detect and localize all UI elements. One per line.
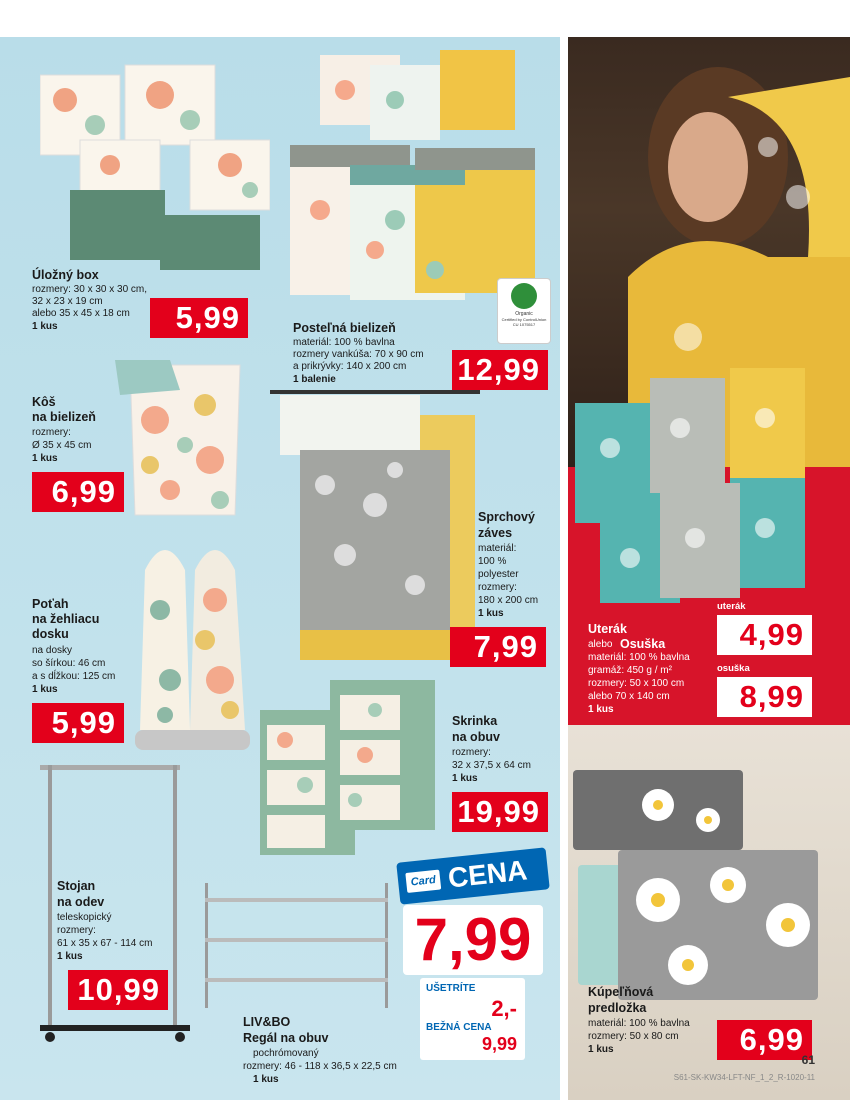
- bedding-line-3: a prikrývky: 140 x 200 cm: [293, 361, 407, 372]
- bathmat-line-2: rozmery: 50 x 80 cm: [588, 1031, 679, 1042]
- shoeshelf-title: Regál na obuv: [243, 1031, 329, 1045]
- gots-line-2: Certified by ControlUnion: [501, 317, 547, 322]
- curtain-line-2: 100 %: [478, 556, 507, 567]
- basket-price: 6,99: [32, 472, 124, 512]
- bedding-image: [285, 50, 545, 300]
- basket-line-3: 1 kus: [32, 453, 58, 464]
- towel-title-2: Osuška: [620, 637, 666, 651]
- curtain-price: 7,99: [450, 627, 546, 667]
- cabinet-title-1: Skrinka: [452, 714, 498, 728]
- shoeshelf-line-3: 1 kus: [253, 1074, 279, 1085]
- shower-curtain-image: [265, 385, 480, 665]
- box-line-2: 32 x 23 x 19 cm: [32, 296, 103, 307]
- bedding-title: Posteľná bielizeň: [293, 321, 396, 335]
- towel-line-4: alebo 70 x 140 cm: [588, 691, 670, 702]
- rack-line-3: 61 x 35 x 67 - 114 cm: [57, 938, 153, 949]
- bathmat-line-1: materiál: 100 % bavlna: [588, 1018, 690, 1029]
- cena-label: CENA: [446, 854, 529, 894]
- basket-title-2: na bielizeň: [32, 410, 96, 424]
- ironing-title-2: na žehliacu: [32, 612, 100, 626]
- basket-line-2: Ø 35 x 45 cm: [32, 440, 92, 451]
- curtain-line-4: rozmery:: [478, 582, 517, 593]
- towel-line-3: rozmery: 50 x 100 cm: [588, 678, 685, 689]
- shoeshelf-line-1: pochrómovaný: [253, 1048, 319, 1059]
- bathmat-price: 6,99: [717, 1020, 812, 1060]
- cabinet-price: 19,99: [452, 792, 548, 832]
- ironing-title-3: dosku: [32, 627, 69, 641]
- towel-price-1: 4,99: [717, 615, 812, 655]
- box-line-3: alebo 35 x 45 x 18 cm: [32, 308, 130, 319]
- towel-label-1: uterák: [717, 601, 746, 612]
- curtain-line-6: 1 kus: [478, 608, 504, 619]
- box-price: 5,99: [150, 298, 248, 338]
- card-label: Card: [405, 870, 441, 893]
- cabinet-line-3: 1 kus: [452, 773, 478, 784]
- box-title: Úložný box: [32, 268, 99, 282]
- bedding-line-4: 1 balenie: [293, 374, 336, 385]
- box-line-4: 1 kus: [32, 321, 58, 332]
- cabinet-line-2: 32 x 37,5 x 64 cm: [452, 760, 531, 771]
- bedding-line-1: materiál: 100 % bavlna: [293, 337, 395, 348]
- rack-line-4: 1 kus: [57, 951, 83, 962]
- ironing-board-cover-image: [130, 530, 255, 755]
- shoe-cabinet-image: [255, 680, 440, 860]
- save-value: 2,-: [491, 996, 517, 1021]
- rack-title-1: Stojan: [57, 879, 96, 893]
- rack-title-2: na odev: [57, 895, 105, 909]
- ironing-price: 5,99: [32, 703, 124, 743]
- leaf-icon: [511, 283, 537, 309]
- shoeshelf-brand: LIV&BO: [243, 1015, 291, 1029]
- towel-line-2: gramáž: 450 g / m²: [588, 665, 672, 676]
- storage-box-image: [40, 55, 270, 270]
- box-line-1: rozmery: 30 x 30 x 30 cm,: [32, 284, 148, 295]
- towel-price-2: 8,99: [717, 677, 812, 717]
- ironing-line-4: 1 kus: [32, 684, 58, 695]
- curtain-line-3: polyester: [478, 569, 519, 580]
- bathmat-title-1: Kúpeľňová: [588, 985, 654, 999]
- towel-label-2: osuška: [717, 663, 750, 674]
- card-savings-box: [420, 978, 525, 1060]
- curtain-line-5: 180 x 200 cm: [478, 595, 539, 606]
- towels-image: [570, 368, 810, 608]
- basket-title-1: Kôš: [32, 395, 56, 409]
- gots-line-1: Organic: [515, 311, 533, 317]
- towel-line-1: materiál: 100 % bavlna: [588, 652, 690, 663]
- cabinet-line-1: rozmery:: [452, 747, 491, 758]
- towel-line-5: 1 kus: [588, 704, 614, 715]
- footer-code: S61-SK-KW34-LFT-NF_1_2_R-1020-11: [673, 1073, 815, 1082]
- cabinet-title-2: na obuv: [452, 730, 500, 744]
- card-price-value: 7,99: [403, 905, 543, 975]
- curtain-title-2: záves: [478, 526, 513, 540]
- ironing-line-2: so šírkou: 46 cm: [32, 658, 106, 669]
- bedding-line-2: rozmery vankúša: 70 x 90 cm: [293, 349, 424, 360]
- ironing-line-1: na dosky: [32, 645, 73, 656]
- ironing-title-1: Poťah: [32, 597, 69, 611]
- gots-badge: [497, 278, 551, 344]
- shoeshelf-line-2: rozmery: 46 - 118 x 36,5 x 22,5 cm: [243, 1061, 397, 1072]
- bedding-price: 12,99: [452, 350, 548, 390]
- save-label: UŠETRÍTE: [426, 983, 476, 994]
- gots-line-3: CU 1075517: [512, 322, 536, 327]
- regular-value: 9,99: [481, 1034, 517, 1054]
- shoe-shelf-image: [200, 868, 400, 1018]
- rack-line-2: rozmery:: [57, 925, 96, 936]
- page-number: 61: [801, 1053, 815, 1067]
- bathmat-line-3: 1 kus: [588, 1044, 614, 1055]
- basket-line-1: rozmery:: [32, 427, 71, 438]
- rack-line-1: teleskopický: [57, 912, 112, 923]
- rack-price: 10,99: [68, 970, 168, 1010]
- ironing-line-3: a s dĺžkou: 125 cm: [32, 671, 116, 682]
- bathmat-title-2: predložka: [588, 1001, 647, 1015]
- laundry-basket-image: [110, 350, 250, 520]
- towel-alebo: alebo: [588, 639, 613, 650]
- curtain-line-1: materiál:: [478, 543, 517, 554]
- regular-label: BEŽNÁ CENA: [426, 1022, 492, 1033]
- curtain-title-1: Sprchový: [478, 510, 535, 524]
- towel-title-1: Uterák: [588, 622, 627, 636]
